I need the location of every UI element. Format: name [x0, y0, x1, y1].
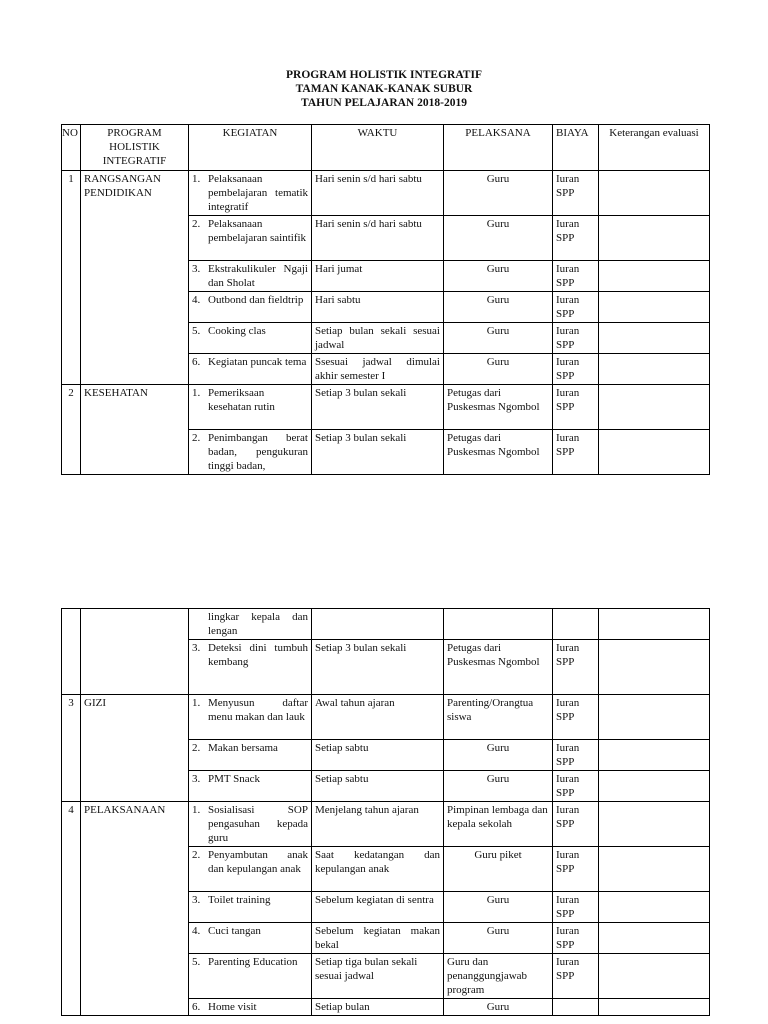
waktu-cell: [312, 609, 444, 640]
biaya-cell: Iuran SPP: [553, 171, 599, 216]
waktu-cell: Setiap tiga bulan sekali sesuai jadwal: [312, 954, 444, 999]
table-row: [62, 695, 710, 740]
waktu-cell: Menjelang tahun ajaran: [312, 802, 444, 847]
biaya-cell: Iuran SPP: [553, 261, 599, 292]
pelaksana-cell: Guru: [444, 999, 553, 1016]
item-number: 5.: [192, 956, 201, 968]
section-program: GIZI: [81, 695, 189, 802]
header-biaya: BIAYA: [553, 125, 599, 171]
pelaksana-cell: Petugas dari Puskesmas Ngombol: [444, 430, 553, 475]
kegiatan-text: Deteksi dini tumbuh kembang: [208, 642, 308, 668]
pelaksana-cell: Guru piket: [444, 847, 553, 892]
item-number: 4.: [192, 294, 201, 306]
item-number: 4.: [192, 925, 201, 937]
kegiatan-text: Parenting Education: [208, 956, 298, 968]
pelaksana-cell: Petugas dari Puskesmas Ngombol: [444, 385, 553, 430]
waktu-cell: Hari senin s/d hari sabtu: [312, 171, 444, 216]
pelaksana-cell: Guru: [444, 740, 553, 771]
biaya-cell: Iuran SPP: [553, 695, 599, 740]
keterangan-cell: [599, 323, 710, 354]
biaya-cell: [553, 999, 599, 1016]
kegiatan-cell: [189, 740, 312, 771]
biaya-cell: Iuran SPP: [553, 640, 599, 695]
kegiatan-cell: [189, 261, 312, 292]
kegiatan-text: Cuci tangan: [208, 925, 261, 937]
kegiatan-cell: [189, 802, 312, 847]
biaya-cell: Iuran SPP: [553, 954, 599, 999]
keterangan-cell: [599, 802, 710, 847]
section-program: [81, 609, 189, 695]
kegiatan-cell: [189, 640, 312, 695]
kegiatan-cell: [189, 430, 312, 475]
kegiatan-text: Toilet training: [208, 894, 271, 906]
biaya-cell: Iuran SPP: [553, 292, 599, 323]
biaya-cell: Iuran SPP: [553, 740, 599, 771]
biaya-cell: Iuran SPP: [553, 216, 599, 261]
kegiatan-text: Pelaksanaan pembelajaran saintifik: [208, 218, 307, 244]
program-table-page1: [61, 124, 710, 475]
keterangan-cell: [599, 999, 710, 1016]
kegiatan-text: Pemeriksaan kesehatan rutin: [208, 387, 275, 413]
biaya-cell: Iuran SPP: [553, 771, 599, 802]
pelaksana-cell: Guru: [444, 171, 553, 216]
pelaksana-cell: Pimpinan lembaga dan kepala sekolah: [444, 802, 553, 847]
pelaksana-cell: Guru: [444, 323, 553, 354]
kegiatan-text: Pelaksanaan pembelajaran tematik integratif: [208, 173, 308, 213]
keterangan-cell: [599, 892, 710, 923]
header-program: PROGRAM HOLISTIK INTEGRATIF: [81, 125, 189, 171]
item-number: 1.: [192, 173, 201, 185]
waktu-cell: Ssesuai jadwal dimulai akhir semester I: [312, 354, 444, 385]
biaya-cell: Iuran SPP: [553, 892, 599, 923]
item-number: 1.: [192, 697, 201, 709]
pelaksana-cell: Petugas dari Puskesmas Ngombol: [444, 640, 553, 695]
table-row: [62, 609, 710, 640]
header-no: NO: [62, 125, 81, 171]
kegiatan-text: PMT Snack: [208, 773, 261, 785]
waktu-cell: Setiap 3 bulan sekali: [312, 385, 444, 430]
biaya-cell: Iuran SPP: [553, 430, 599, 475]
waktu-cell: Sebelum kegiatan makan bekal: [312, 923, 444, 954]
kegiatan-cell: [189, 892, 312, 923]
school-name: TAMAN KANAK-KANAK SUBUR: [295, 83, 473, 95]
academic-year: TAHUN PELAJARAN 2018-2019: [301, 97, 467, 109]
kegiatan-text: Penyambutan anak dan kepulangan anak: [208, 849, 308, 875]
kegiatan-cell: [189, 609, 312, 640]
keterangan-cell: [599, 609, 710, 640]
biaya-cell: Iuran SPP: [553, 847, 599, 892]
table-row: [62, 385, 710, 430]
keterangan-cell: [599, 292, 710, 323]
keterangan-cell: [599, 771, 710, 802]
table-row: [62, 802, 710, 847]
pelaksana-cell: Guru: [444, 292, 553, 323]
item-number: 1.: [192, 387, 201, 399]
header-waktu: WAKTU: [312, 125, 444, 171]
kegiatan-cell: [189, 171, 312, 216]
kegiatan-cell: [189, 385, 312, 430]
table-row: [62, 171, 710, 216]
item-number: 2.: [192, 849, 201, 861]
keterangan-cell: [599, 740, 710, 771]
kegiatan-text: Penimbangan berat badan, pengukuran tinggi badan,: [208, 432, 308, 472]
section-no: 4: [62, 802, 81, 1016]
header-keterangan: Keterangan evaluasi: [599, 125, 710, 171]
biaya-cell: [553, 609, 599, 640]
section-no: 3: [62, 695, 81, 802]
waktu-cell: Setiap 3 bulan sekali: [312, 640, 444, 695]
pelaksana-cell: Guru: [444, 216, 553, 261]
biaya-cell: Iuran SPP: [553, 323, 599, 354]
item-number: 3.: [192, 263, 201, 275]
kegiatan-text: Makan bersama: [208, 742, 278, 754]
header-pelaksana: PELAKSANA: [444, 125, 553, 171]
pelaksana-cell: Guru: [444, 261, 553, 292]
kegiatan-cell: [189, 771, 312, 802]
kegiatan-cell: [189, 216, 312, 261]
kegiatan-text: lingkar kepala dan lengan: [208, 611, 308, 637]
item-number: 3.: [192, 773, 201, 785]
section-no: 1: [62, 171, 81, 385]
section-no: 2: [62, 385, 81, 475]
kegiatan-cell: [189, 354, 312, 385]
kegiatan-text: Home visit: [208, 1001, 257, 1013]
kegiatan-cell: [189, 695, 312, 740]
waktu-cell: Hari sabtu: [312, 292, 444, 323]
keterangan-cell: [599, 847, 710, 892]
item-number: 5.: [192, 325, 201, 337]
keterangan-cell: [599, 216, 710, 261]
item-number: 2.: [192, 218, 201, 230]
biaya-cell: Iuran SPP: [553, 354, 599, 385]
kegiatan-cell: [189, 999, 312, 1016]
pelaksana-cell: [444, 609, 553, 640]
item-number: 1.: [192, 804, 201, 816]
kegiatan-cell: [189, 954, 312, 999]
document-title: PROGRAM HOLISTIK INTEGRATIF: [286, 69, 482, 81]
header-kegiatan: KEGIATAN: [189, 125, 312, 171]
pelaksana-cell: Guru: [444, 892, 553, 923]
waktu-cell: Awal tahun ajaran: [312, 695, 444, 740]
biaya-cell: Iuran SPP: [553, 923, 599, 954]
waktu-cell: Setiap bulan sekali sesuai jadwal: [312, 323, 444, 354]
keterangan-cell: [599, 354, 710, 385]
keterangan-cell: [599, 695, 710, 740]
waktu-cell: Setiap sabtu: [312, 771, 444, 802]
pelaksana-cell: Guru: [444, 771, 553, 802]
keterangan-cell: [599, 385, 710, 430]
kegiatan-cell: [189, 292, 312, 323]
item-number: 2.: [192, 742, 201, 754]
section-program: KESEHATAN: [81, 385, 189, 475]
item-number: 3.: [192, 642, 201, 654]
kegiatan-text: Sosialisasi SOP pengasuhan kepada guru: [208, 804, 308, 844]
pelaksana-cell: Parenting/Orangtua siswa: [444, 695, 553, 740]
item-number: 3.: [192, 894, 201, 906]
keterangan-cell: [599, 923, 710, 954]
kegiatan-cell: [189, 847, 312, 892]
keterangan-cell: [599, 171, 710, 216]
keterangan-cell: [599, 261, 710, 292]
kegiatan-cell: [189, 323, 312, 354]
keterangan-cell: [599, 430, 710, 475]
item-number: 6.: [192, 1001, 201, 1013]
waktu-cell: Sebelum kegiatan di sentra: [312, 892, 444, 923]
kegiatan-cell: [189, 923, 312, 954]
kegiatan-text: Ekstrakulikuler Ngaji dan Sholat: [208, 263, 308, 289]
waktu-cell: Hari senin s/d hari sabtu: [312, 216, 444, 261]
waktu-cell: Setiap bulan: [312, 999, 444, 1016]
kegiatan-text: Menyusun daftar menu makan dan lauk: [208, 697, 308, 723]
waktu-cell: Hari jumat: [312, 261, 444, 292]
waktu-cell: Setiap 3 bulan sekali: [312, 430, 444, 475]
program-table-page2: [61, 608, 710, 1016]
table-header-row: [62, 125, 710, 171]
pelaksana-cell: Guru dan penanggungjawab program: [444, 954, 553, 999]
keterangan-cell: [599, 640, 710, 695]
kegiatan-text: Cooking clas: [208, 325, 266, 337]
keterangan-cell: [599, 954, 710, 999]
section-program: RANGSANGAN PENDIDIKAN: [81, 171, 189, 385]
biaya-cell: Iuran SPP: [553, 802, 599, 847]
kegiatan-text: Kegiatan puncak tema: [208, 356, 307, 368]
pelaksana-cell: Guru: [444, 354, 553, 385]
item-number: 2.: [192, 432, 201, 444]
item-number: 6.: [192, 356, 201, 368]
pelaksana-cell: Guru: [444, 923, 553, 954]
waktu-cell: Saat kedatangan dan kepulangan anak: [312, 847, 444, 892]
section-program: PELAKSANAAN: [81, 802, 189, 1016]
biaya-cell: Iuran SPP: [553, 385, 599, 430]
kegiatan-text: Outbond dan fieldtrip: [208, 294, 304, 306]
waktu-cell: Setiap sabtu: [312, 740, 444, 771]
section-no: [62, 609, 81, 695]
